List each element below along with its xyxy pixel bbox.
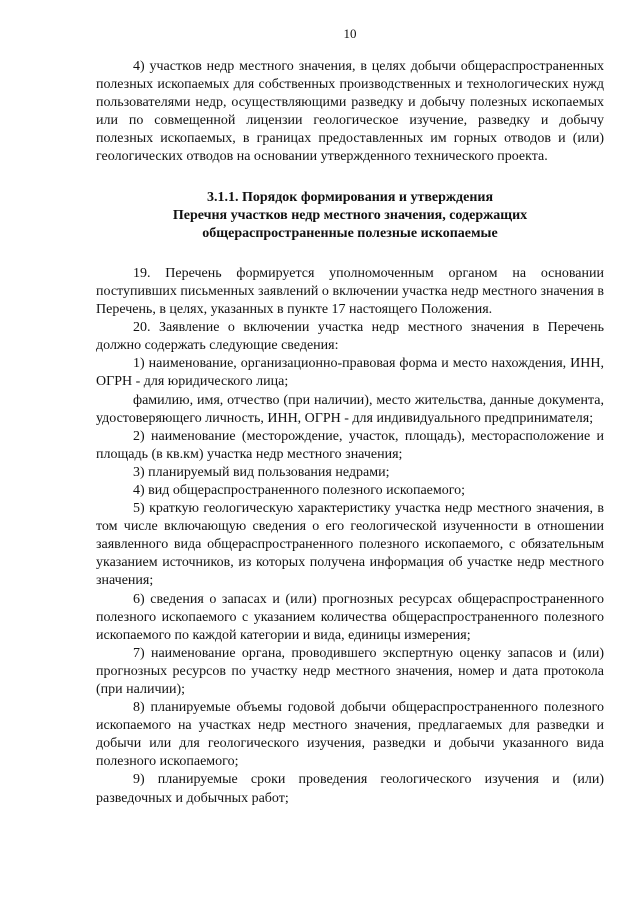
- list-item-7: 7) наименование органа, проводившего экспертную оценку запасов и (или) прогнозных ресурсов по участку недр местного значения, номер и дата протокола (при наличии);: [96, 645, 604, 697]
- section-heading: [96, 189, 604, 243]
- list-item-2: 2) наименование (месторождение, участок, площадь), месторасположение и площадь (в кв.км) участка недр местного значения;: [96, 428, 604, 462]
- list-item-1: 1) наименование, организационно-правовая форма и место нахождения, ИНН, ОГРН - для юридического лица;: [96, 356, 604, 390]
- list-item-9: 9) планируемые сроки проведения геологического изучения и (или) разведочных и добычных работ;: [96, 772, 604, 806]
- list-item-1-individual: фамилию, имя, отчество (при наличии), место жительства, данные документа, удостоверяющего личность, ИНН, ОГРН - для индивидуального предпринимателя;: [96, 392, 604, 426]
- list-item-6: 6) сведения о запасах и (или) прогнозных ресурсах общераспространенного полезного ископаемого с указанием количества общераспространенного полезного ископаемого по каждой категории и вида, единицы измерения;: [96, 591, 604, 643]
- paragraph-19: 19. Перечень формируется уполномоченным органом на основании поступивших письменных заявлений о включении участка недр местного значения в Перечень, в целях, указанных в пункте 17 настоящего Положения.: [96, 265, 604, 318]
- list-item-4: 4) вид общераспространенного полезного ископаемого;: [133, 482, 466, 498]
- list-item-5: 5) краткую геологическую характеристику участка недр местного значения, в том числе включающую сведения о его геологической изученности в отношении заявленного вида общераспространенного полезного ископаемого, с обязательным указанием источников, из которых получена информация об участке недр местного значения;: [96, 501, 604, 589]
- document-page: [96, 26, 604, 808]
- paragraph-20: 20. Заявление о включении участка недр местного значения в Перечень должно содержать следующие сведения:: [96, 320, 604, 354]
- list-item-8: 8) планируемые объемы годовой добычи общераспространенного полезного ископаемого на участках недр местного значения, предлагаемых для разведки и добычи или для геологического изучения, разведки и добычи указанного вида полезного ископаемого;: [96, 700, 604, 770]
- list-item-3: 3) планируемый вид пользования недрами;: [133, 464, 390, 480]
- intro-paragraph: 4) участков недр местного значения, в целях добычи общераспространенных полезных ископаемых для собственных производственных и технологических нужд пользователями недр, осуществляющими разведку и добычу полезных ископаемых или по совмещенной лицензии геологическое изучение, разведку и добычу полезных ископаемых, в границах предоставленных им горных отводов и (или) геологических отводов на основании утвержденного технического проекта.: [96, 59, 604, 165]
- heading-line-3: общераспространенные полезные ископаемые: [202, 225, 498, 241]
- page-number: 10: [343, 26, 357, 41]
- heading-line-2: Перечня участков недр местного значения, содержащих: [172, 207, 528, 223]
- heading-line-1: 3.1.1. Порядок формирования и утверждения: [206, 189, 494, 205]
